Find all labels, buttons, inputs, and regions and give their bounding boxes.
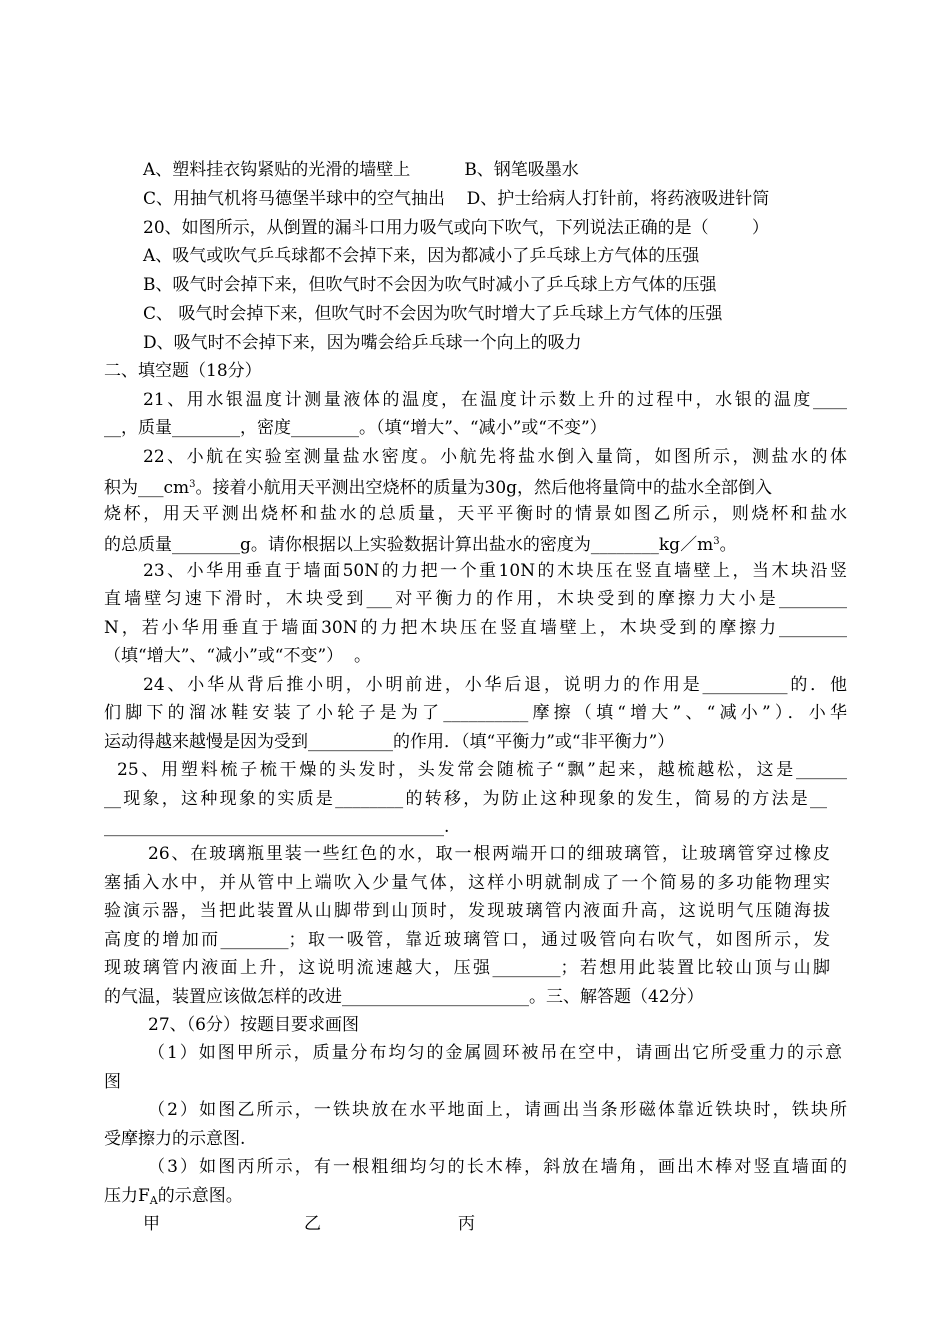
figure-label-yi: 乙 — [304, 1214, 321, 1234]
q26-line-1: 26、在玻璃瓶里装一些红色的水，取一根两端开口的细玻璃管，让玻璃管穿过橡皮 — [148, 844, 830, 864]
q22-line-2 — [104, 473, 772, 500]
q27-part-3-rest: 的示意图。 — [157, 1186, 243, 1206]
q21-line-1: 21、用水银温度计测量液体的温度，在温度计示数上升的过程中，水银的温度____ — [143, 390, 847, 410]
q27-part-3-line-2 — [104, 1184, 243, 1213]
q26-line-3: 验演示器，当把此装置从山脚带到山顶时，发现玻璃管内液面升高，这说明气压随海拔 — [104, 901, 830, 921]
q20-option-b: B、吸气时会掉下来，但吹气时不会因为吹气时减小了乒乓球上方气体的压强 — [143, 275, 717, 295]
q25-line-2: __现象，这种现象的实质是________的转移，为防止这种现象的发生，简易的方法是__ — [104, 789, 827, 809]
q22-cm3-superscript: 3 — [189, 479, 196, 490]
figure-label-bing: 丙 — [458, 1214, 475, 1234]
figure-label-jia: 甲 — [143, 1214, 160, 1234]
section-heading-fill-in: 二、填空题（18分） — [104, 361, 262, 381]
q27-part-3-line-1: （3）如图丙所示，有一根粗细均匀的长木棒，斜放在墙角，画出木棒对竖直墙面的 — [148, 1157, 847, 1177]
q27-part-2-line-1: （2）如图乙所示，一铁块放在水平地面上，请画出当条形磁体靠近铁块时，铁块所 — [148, 1100, 847, 1120]
q27-stem: 27、（6分）按题目要求画图 — [148, 1015, 359, 1035]
q25-line-1: 25、用塑料梳子梳干燥的头发时，头发常会随梳子“飘”起来，越梳越松，这是______ — [117, 760, 847, 780]
q27-part-1-line-2: 图 — [104, 1072, 121, 1092]
q21-line-2: __，质量________，密度________。（填“增大”、“减小”或“不变”） — [104, 418, 607, 438]
q22-mass-text: 的总质量________g。请你根据以上实验数据计算出盐水的密度为________kg／m — [104, 535, 714, 555]
q27-fa-subscript: A — [149, 1194, 158, 1207]
q26-line-4: 高度的增加而________；取一吸管，靠近玻璃管口，通过吸管向右吹气，如图所示，发 — [104, 930, 830, 950]
q26-line-6: 的气温，装置应该做怎样的改进______________________。三、解答题（42分） — [104, 987, 704, 1007]
q26-line-5: 现玻璃管内液面上升，这说明流速越大，压强________；若想用此装置比较山顶与山脚 — [104, 958, 830, 978]
q20-option-c: C、 吸气时会掉下来，但吹气时不会因为吹气时增大了乒乓球上方气体的压强 — [143, 304, 723, 324]
q20-option-d: D、吸气时不会掉下来，因为嘴会给乒乓球一个向上的吸力 — [143, 333, 582, 353]
q26-line-2: 塞插入水中，并从管中上端吹入少量气体，这样小明就制成了一个简易的多功能物理实 — [104, 873, 830, 893]
q24-line-3: 运动得越来越慢是因为受到__________的作用．（填“平衡力”或“非平衡力”） — [104, 732, 675, 752]
q19-option-c-d: C、用抽气机将马德堡半球中的空气抽出 D、护士给病人打针前，将药液吸进针筒 — [143, 189, 770, 209]
q23-line-1: 23、小华用垂直于墙面50N的力把一个重10N的木块压在竖直墙壁上，当木块沿竖 — [143, 561, 847, 581]
q27-pressure-text: 压力F — [104, 1186, 150, 1206]
q23-line-2: 直墙壁匀速下滑时，木块受到___对平衡力的作用，木块受到的摩擦力大小是________ — [104, 589, 847, 609]
q27-part-1-line-1: （1）如图甲所示，质量分布均匀的金属圆环被吊在空中，请画出它所受重力的示意 — [148, 1043, 842, 1063]
q22-period: 。 — [719, 535, 737, 555]
q27-part-2-line-2: 受摩擦力的示意图. — [104, 1129, 246, 1149]
q20-stem: 20、如图所示，从倒置的漏斗口用力吸气或向下吹气，下列说法正确的是（ ） — [143, 218, 769, 238]
q25-line-3: ________________________________________. — [104, 817, 450, 837]
q24-line-1: 24、小华从背后推小明，小明前进，小华后退，说明力的作用是__________的．他 — [143, 675, 847, 695]
q19-option-a-b: A、塑料挂衣钩紧贴的光滑的墙壁上 B、钢笔吸墨水 — [143, 160, 579, 180]
q20-option-a: A、吸气或吹气乒乓球都不会掉下来，因为都减小了乒乓球上方气体的压强 — [143, 246, 700, 266]
q23-line-4: （填“增大”、“减小”或“不变”） 。 — [104, 646, 371, 666]
q22-line-2-rest: 。接着小航用天平测出空烧杯的质量为30g，然后他将量筒中的盐水全部倒入 — [195, 478, 773, 498]
q22-line-4 — [104, 530, 737, 557]
q24-line-2: 们脚下的溜冰鞋安装了小轮子是为了__________摩擦（填“增大”、“减小”）．小华 — [104, 703, 847, 723]
q23-line-3: N，若小华用垂直于墙面30N的力把木块压在竖直墙壁上，木块受到的摩擦力________ — [104, 618, 847, 638]
q22-volume-text: 积为___cm — [104, 478, 190, 498]
q22-line-3: 烧杯，用天平测出烧杯和盐水的总质量，天平平衡时的情景如图乙所示，则烧杯和盐水 — [104, 504, 847, 524]
q22-line-1: 22、小航在实验室测量盐水密度。小航先将盐水倒入量筒，如图所示，测盐水的体 — [143, 447, 847, 467]
q22-m3-superscript: 3 — [713, 536, 720, 547]
